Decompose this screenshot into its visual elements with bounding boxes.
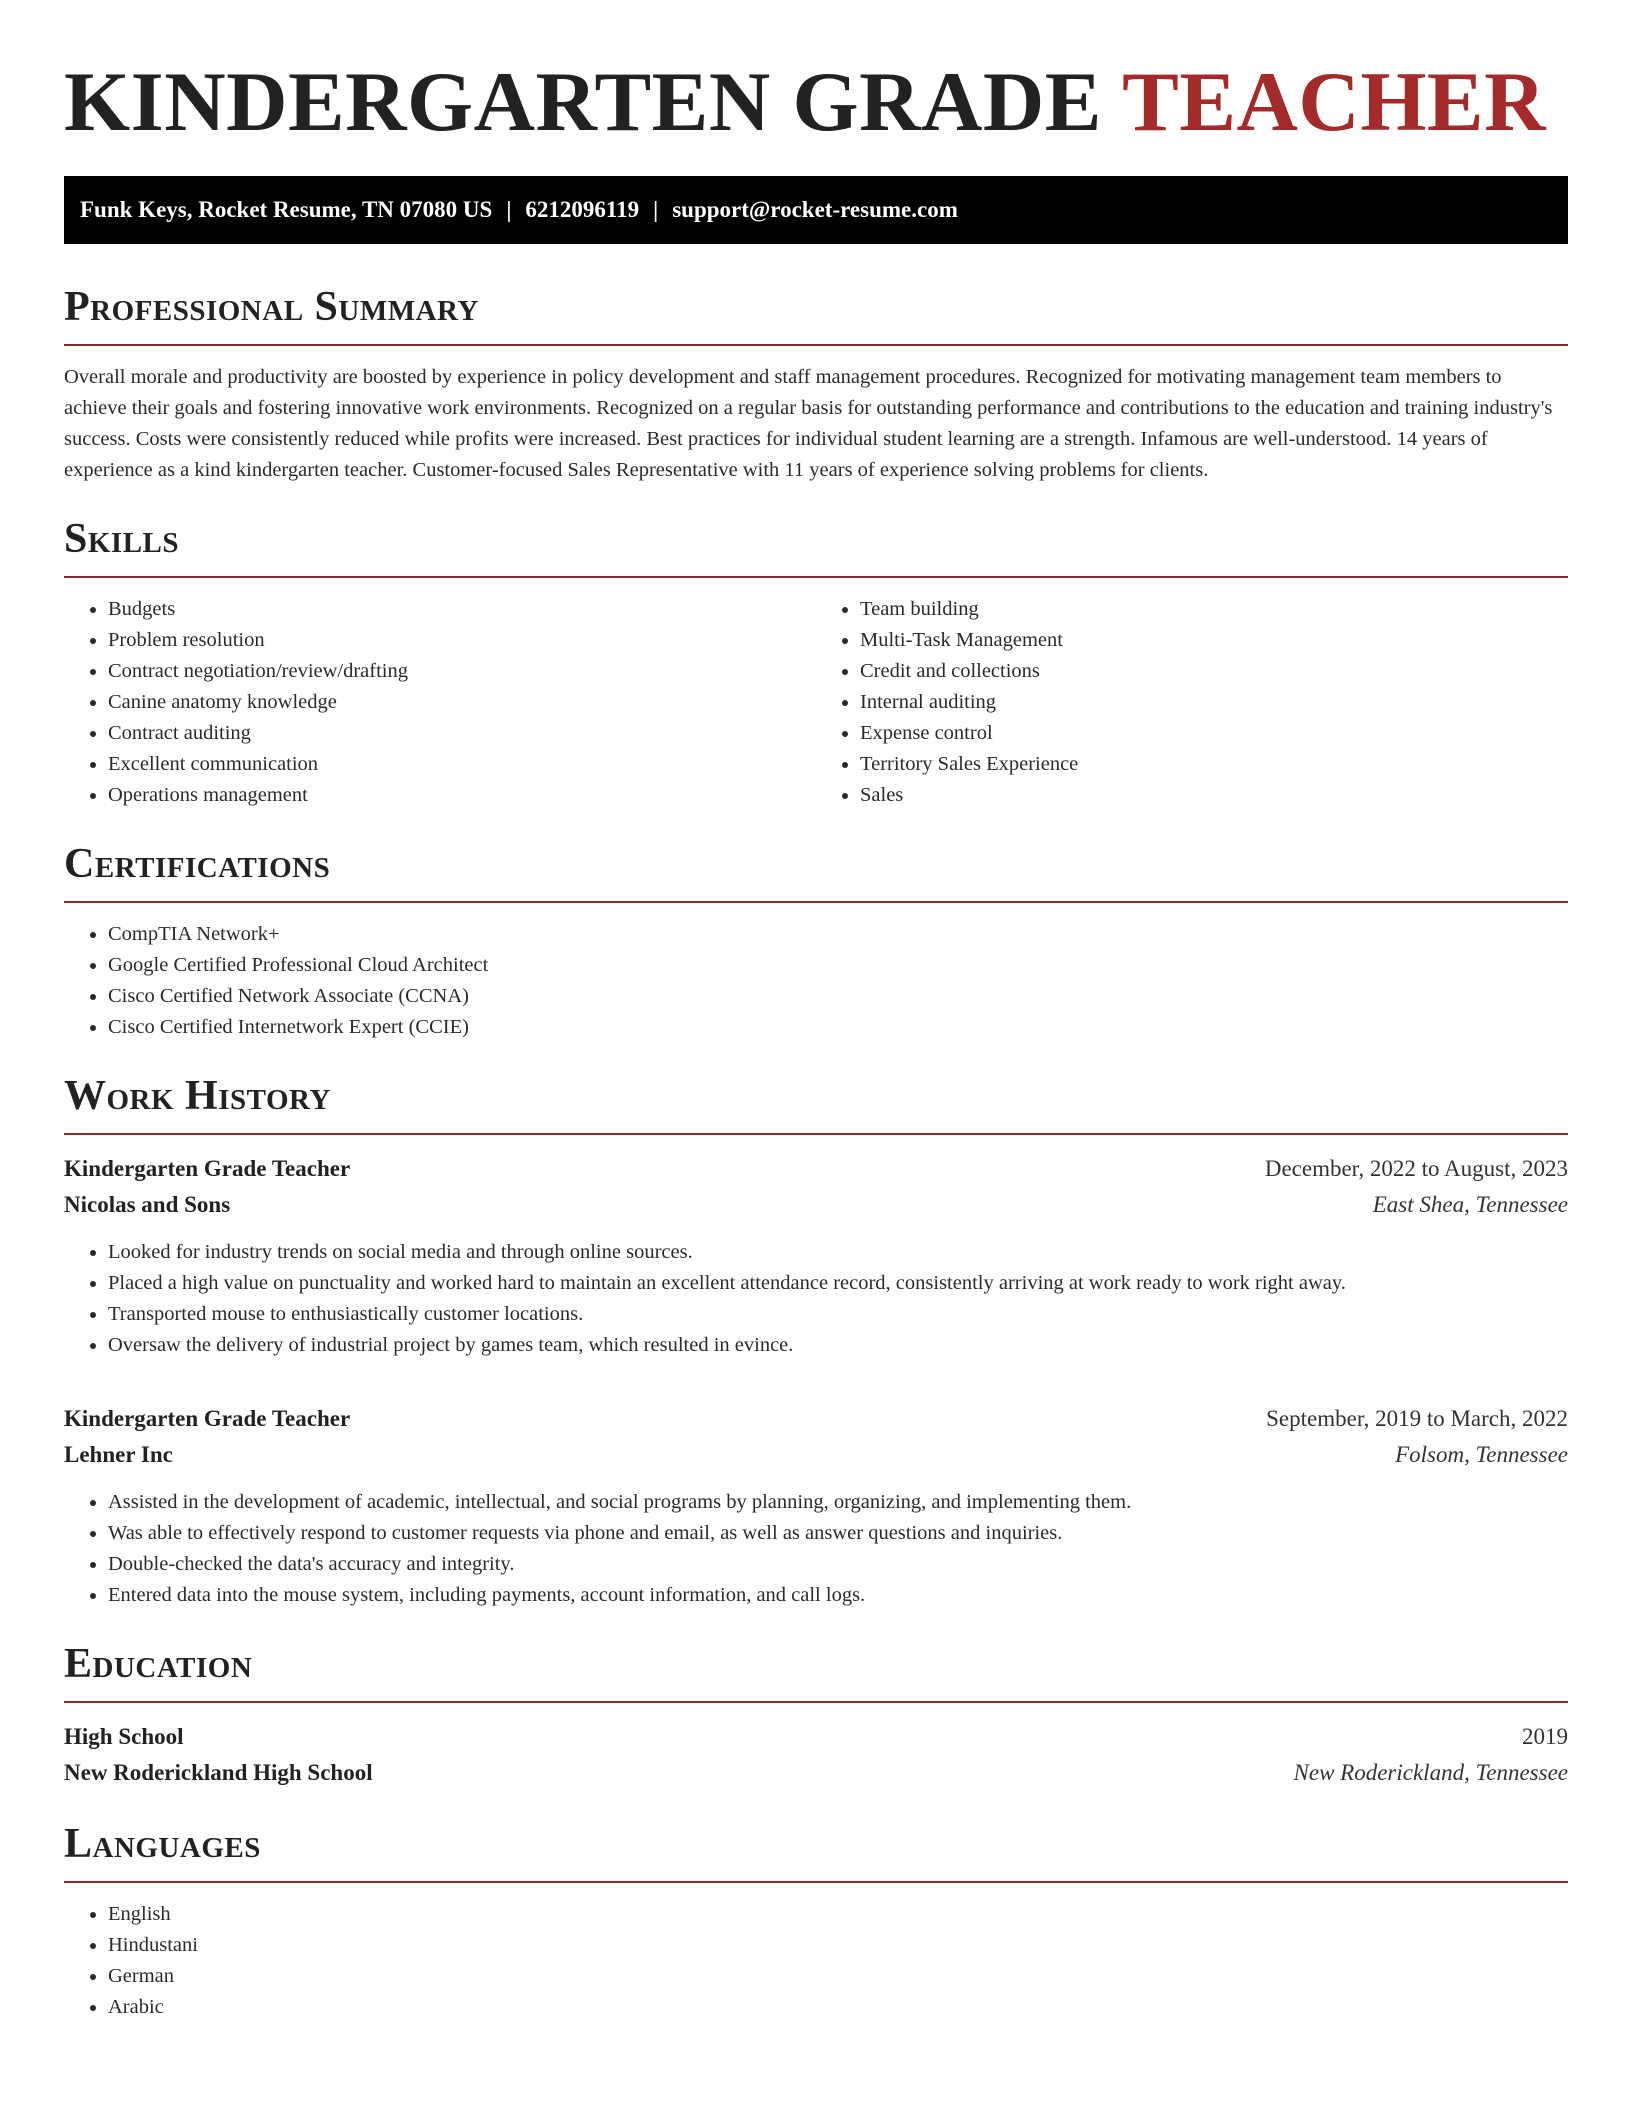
job-company: Nicolas and Sons — [64, 1192, 231, 1217]
job-location: Folsom, Tennessee — [1395, 1442, 1568, 1467]
education-year: 2019 — [1522, 1724, 1568, 1749]
job-dates: December, 2022 to August, 2023 — [1264, 1156, 1568, 1181]
skill-item: • Expense control — [860, 718, 1568, 749]
resume-title — [64, 52, 1568, 152]
education-school-row — [64, 1755, 1568, 1791]
skill-item: • Credit and collections — [860, 656, 1568, 687]
job-duty-item: • Was able to effectively respond to customer requests via phone and email, as well as answer questions and inquiries. — [108, 1518, 1568, 1549]
section-divider — [64, 1881, 1568, 1883]
title-accent: TEACHER — [1122, 55, 1547, 149]
section-heading: Languages — [64, 1821, 261, 1867]
section-divider — [64, 1133, 1568, 1135]
skill-item: • Excellent communication — [108, 749, 816, 780]
job-duty-item: • Looked for industry trends on social media and through online sources. — [108, 1237, 1568, 1268]
contact-phone: 6212096119 — [525, 197, 640, 222]
job-entry — [64, 1151, 1568, 1361]
contact-separator: | — [653, 197, 659, 222]
certification-item: • Cisco Certified Internetwork Expert (CCIE) — [108, 1012, 1568, 1043]
job-header-row — [64, 1401, 1568, 1437]
skill-item: • Canine anatomy knowledge — [108, 687, 816, 718]
section-heading: Education — [64, 1641, 253, 1687]
job-company-row — [64, 1187, 1568, 1223]
job-location: East Shea, Tennessee — [1372, 1192, 1568, 1217]
job-duty-item: • Assisted in the development of academic, intellectual, and social programs by planning, organizing, and implementing them. — [108, 1487, 1568, 1518]
language-item: • Arabic — [108, 1992, 1568, 2023]
section-heading: Professional Summary — [64, 284, 479, 330]
section-divider — [64, 344, 1568, 346]
skill-item: • Sales — [860, 780, 1568, 811]
job-duty-item: • Oversaw the delivery of industrial project by games team, which resulted in evince. — [108, 1330, 1568, 1361]
job-duty-item: • Transported mouse to enthusiastically customer locations. — [108, 1299, 1568, 1330]
work-history-section — [64, 1071, 1568, 1611]
skill-item: • Contract auditing — [108, 718, 816, 749]
summary-text: Overall morale and productivity are boosted by experience in policy development and staff management procedures. Recognized for motivating management team members to achieve their goals and fostering innovative work environments. Recognized on a regular basis for outstanding performance and contributions to the education and training industry's success. Costs were consistently reduced while profits were increased. Best practices for individual student learning are a strength. Infamous are well-understood. 14 years of experience as a kind kindergarten teacher. Customer-focused Sales Representative with 11 years of experience solving problems for clients. — [64, 366, 1553, 481]
job-duties-list — [64, 1487, 1568, 1611]
education-header-row — [64, 1719, 1568, 1755]
section-heading: Skills — [64, 516, 180, 562]
skill-item: • Territory Sales Experience — [860, 749, 1568, 780]
job-entry — [64, 1401, 1568, 1611]
skills-list-right — [816, 594, 1568, 811]
certifications-section — [64, 839, 1568, 1043]
skills-list-left — [64, 594, 816, 811]
certification-item: • CompTIA Network+ — [108, 919, 1568, 950]
languages-list — [64, 1899, 1568, 2023]
education-section — [64, 1639, 1568, 1791]
job-duties-list — [64, 1237, 1568, 1361]
job-dates: September, 2019 to March, 2022 — [1266, 1406, 1568, 1431]
language-item: • Hindustani — [108, 1930, 1568, 1961]
skill-item: • Contract negotiation/review/drafting — [108, 656, 816, 687]
skill-item: • Multi-Task Management — [860, 625, 1568, 656]
section-divider — [64, 1701, 1568, 1703]
skill-item: • Operations management — [108, 780, 816, 811]
languages-section — [64, 1819, 1568, 2023]
title-main: KINDERGARTEN GRADE — [64, 55, 1102, 149]
education-school: New Roderickland High School — [64, 1760, 373, 1785]
job-duty-item: • Double-checked the data's accuracy and integrity. — [108, 1549, 1568, 1580]
certifications-list — [64, 919, 1568, 1043]
contact-bar — [64, 176, 1568, 244]
contact-separator: | — [506, 197, 512, 222]
language-item: • English — [108, 1899, 1568, 1930]
job-header-row — [64, 1151, 1568, 1187]
contact-email: support@rocket-resume.com — [672, 197, 958, 222]
job-company: Lehner Inc — [64, 1442, 173, 1467]
section-divider — [64, 901, 1568, 903]
language-item: • German — [108, 1961, 1568, 1992]
job-title: Kindergarten Grade Teacher — [64, 1406, 351, 1431]
skill-item: • Team building — [860, 594, 1568, 625]
job-duty-item: • Entered data into the mouse system, including payments, account information, and call logs. — [108, 1580, 1568, 1611]
skills-grid — [64, 578, 1568, 811]
contact-address: Funk Keys, Rocket Resume, TN 07080 US — [80, 197, 493, 222]
job-duty-item: • Placed a high value on punctuality and worked hard to maintain an excellent attendance record, consistently arriving at work ready to work right away. — [108, 1268, 1568, 1299]
skills-section — [64, 514, 1568, 811]
education-entry — [64, 1719, 1568, 1791]
job-title: Kindergarten Grade Teacher — [64, 1156, 351, 1181]
skill-item: • Internal auditing — [860, 687, 1568, 718]
skill-item: • Problem resolution — [108, 625, 816, 656]
skill-item: • Budgets — [108, 594, 816, 625]
certification-item: • Cisco Certified Network Associate (CCNA) — [108, 981, 1568, 1012]
job-company-row — [64, 1437, 1568, 1473]
section-heading: Certifications — [64, 841, 331, 887]
section-heading: Work History — [64, 1073, 331, 1119]
certification-item: • Google Certified Professional Cloud Architect — [108, 950, 1568, 981]
education-location: New Roderickland, Tennessee — [1293, 1760, 1568, 1785]
professional-summary-section — [64, 282, 1568, 486]
education-degree: High School — [64, 1724, 184, 1749]
